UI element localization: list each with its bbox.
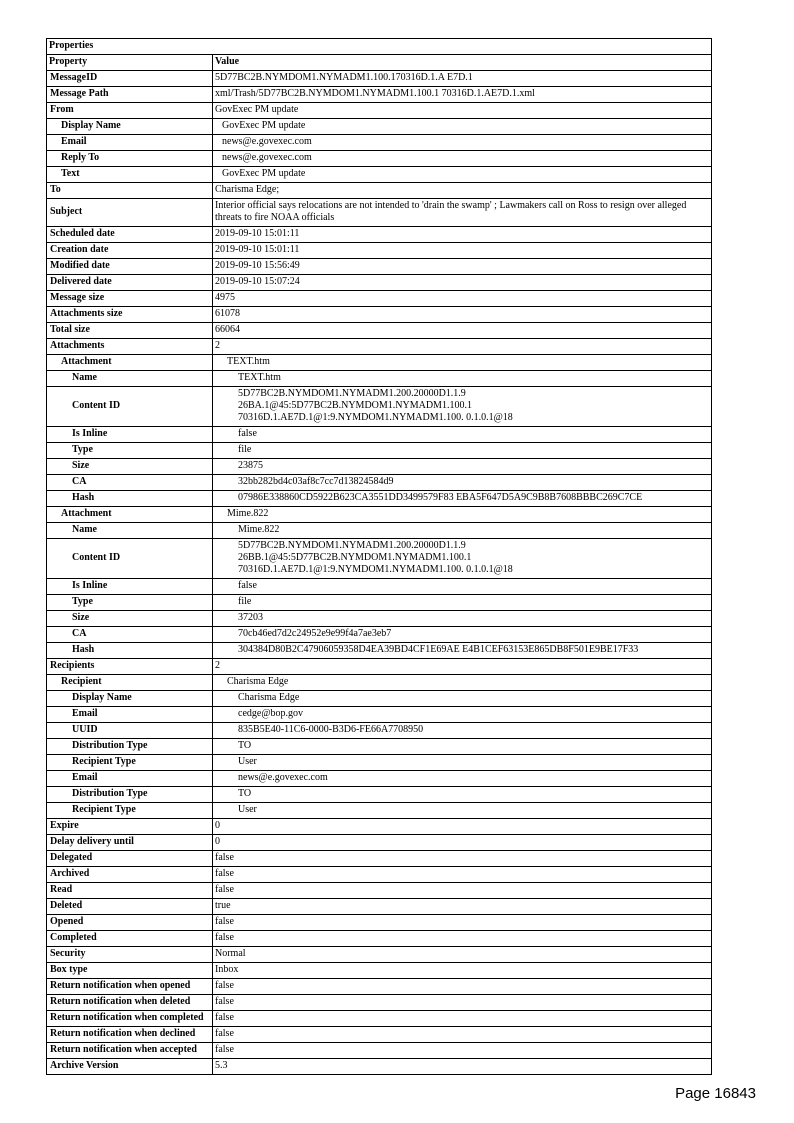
property-value bbox=[213, 675, 712, 691]
property-name: Size bbox=[47, 459, 213, 475]
table-row bbox=[47, 963, 712, 979]
property-value bbox=[213, 931, 712, 947]
table-row bbox=[47, 947, 712, 963]
property-name: Hash bbox=[47, 491, 213, 507]
table-row bbox=[47, 323, 712, 339]
table-row bbox=[47, 915, 712, 931]
table-row bbox=[47, 275, 712, 291]
property-value bbox=[213, 227, 712, 243]
property-name: Email bbox=[47, 135, 213, 151]
property-value-line: Charisma Edge; bbox=[215, 184, 280, 195]
property-value bbox=[213, 771, 712, 787]
property-value-line: 835B5E40-11C6-0000-B3D6-FE66A7708950 bbox=[238, 724, 424, 735]
property-value bbox=[213, 819, 712, 835]
property-value bbox=[213, 135, 712, 151]
property-name: Name bbox=[47, 371, 213, 387]
property-name: CA bbox=[47, 627, 213, 643]
property-value-line: GovExec PM update bbox=[222, 120, 306, 131]
property-value-line: news@e.govexec.com bbox=[222, 136, 312, 147]
property-value-line: news@e.govexec.com bbox=[238, 772, 328, 783]
property-value-line: 5D77BC2B.NYMDOM1.NYMADM1.200.20000D1.1.9 bbox=[238, 540, 466, 551]
property-value bbox=[213, 355, 712, 371]
property-name: Completed bbox=[47, 931, 213, 947]
property-name: Archived bbox=[47, 867, 213, 883]
table-row bbox=[47, 899, 712, 915]
property-value bbox=[213, 339, 712, 355]
table-row bbox=[47, 387, 712, 427]
property-name: Recipients bbox=[47, 659, 213, 675]
table-row bbox=[47, 1011, 712, 1027]
property-value-line: 2 bbox=[215, 340, 220, 351]
property-value-line: 66064 bbox=[215, 324, 240, 335]
property-value bbox=[213, 787, 712, 803]
property-value bbox=[213, 1043, 712, 1059]
table-row bbox=[47, 611, 712, 627]
property-name: Archive Version bbox=[47, 1059, 213, 1075]
property-value bbox=[213, 739, 712, 755]
property-value bbox=[213, 995, 712, 1011]
property-value-line: false bbox=[215, 916, 234, 927]
property-value-line: Charisma Edge bbox=[238, 692, 300, 703]
table-row bbox=[47, 851, 712, 867]
property-name: Is Inline bbox=[47, 579, 213, 595]
property-value bbox=[213, 243, 712, 259]
property-value-line: file bbox=[238, 444, 252, 455]
property-value-line: GovExec PM update bbox=[215, 104, 299, 115]
property-name: Delegated bbox=[47, 851, 213, 867]
property-value bbox=[213, 275, 712, 291]
property-value-line: false bbox=[215, 852, 234, 863]
table-row bbox=[47, 71, 712, 87]
property-name: Type bbox=[47, 443, 213, 459]
property-name: Text bbox=[47, 167, 213, 183]
property-name: MessageID bbox=[47, 71, 213, 87]
property-value-line: true bbox=[215, 900, 231, 911]
table-row bbox=[47, 135, 712, 151]
table-row bbox=[47, 691, 712, 707]
property-value bbox=[213, 71, 712, 87]
property-name: Reply To bbox=[47, 151, 213, 167]
property-name: Attachments bbox=[47, 339, 213, 355]
property-name: Is Inline bbox=[47, 427, 213, 443]
property-value-line: 0 bbox=[215, 820, 220, 831]
property-name: Size bbox=[47, 611, 213, 627]
property-value-line: false bbox=[215, 1044, 234, 1055]
property-value bbox=[213, 323, 712, 339]
property-value bbox=[213, 475, 712, 491]
property-value-line: 32bb282bd4c03af8c7cc7d13824584d9 bbox=[238, 476, 394, 487]
table-row bbox=[47, 1059, 712, 1075]
property-value-line: 304384D80B2C47906059358D4EA39BD4CF1E69AE E4B1CEF63153E865DB8F501E9BE17F33 bbox=[238, 644, 639, 655]
property-value bbox=[213, 443, 712, 459]
table-row bbox=[47, 707, 712, 723]
property-value bbox=[213, 691, 712, 707]
table-row bbox=[47, 579, 712, 595]
property-value bbox=[213, 87, 712, 103]
property-value bbox=[213, 167, 712, 183]
property-value-line: 2019-09-10 15:01:11 bbox=[215, 228, 300, 239]
table-row bbox=[47, 771, 712, 787]
table-row bbox=[47, 643, 712, 659]
table-row bbox=[47, 659, 712, 675]
property-value bbox=[213, 883, 712, 899]
property-value bbox=[213, 539, 712, 579]
table-row bbox=[47, 475, 712, 491]
property-value bbox=[213, 459, 712, 475]
property-value bbox=[213, 595, 712, 611]
property-value-line: 2019-09-10 15:56:49 bbox=[215, 260, 300, 271]
table-row bbox=[47, 803, 712, 819]
property-value bbox=[213, 835, 712, 851]
property-value bbox=[213, 963, 712, 979]
table-row bbox=[47, 755, 712, 771]
table-row bbox=[47, 427, 712, 443]
property-value-line: Mime.822 bbox=[227, 508, 269, 519]
property-value bbox=[213, 119, 712, 135]
table-row bbox=[47, 243, 712, 259]
property-value-line: false bbox=[238, 580, 257, 591]
property-value-line: cedge@bop.gov bbox=[238, 708, 304, 719]
table-row bbox=[47, 787, 712, 803]
table-row bbox=[47, 523, 712, 539]
property-value bbox=[213, 1027, 712, 1043]
property-name: Return notification when opened bbox=[47, 979, 213, 995]
value-column-header: Value bbox=[213, 55, 712, 71]
property-value-line: xml/Trash/5D77BC2B.NYMDOM1.NYMADM1.100.1 70316D.1.AE7D.1.xml bbox=[215, 88, 535, 99]
property-name: Content ID bbox=[47, 539, 213, 579]
property-value bbox=[213, 151, 712, 167]
property-name: Opened bbox=[47, 915, 213, 931]
property-value-line: 26BB.1@45:5D77BC2B.NYMDOM1.NYMADM1.100.1 bbox=[238, 552, 472, 563]
property-value bbox=[213, 387, 712, 427]
property-value-line: 2019-09-10 15:07:24 bbox=[215, 276, 300, 287]
property-value bbox=[213, 755, 712, 771]
table-row bbox=[47, 995, 712, 1011]
property-value bbox=[213, 979, 712, 995]
property-value-line: 70316D.1.AE7D.1@1:9.NYMDOM1.NYMADM1.100. 0.1.0.1@18 bbox=[238, 564, 513, 575]
property-name: Recipient Type bbox=[47, 803, 213, 819]
property-value-line: Charisma Edge bbox=[227, 676, 289, 687]
table-header-row bbox=[47, 55, 712, 71]
table-row bbox=[47, 883, 712, 899]
table-row bbox=[47, 819, 712, 835]
table-row bbox=[47, 119, 712, 135]
table-row bbox=[47, 931, 712, 947]
property-value-line: false bbox=[215, 932, 234, 943]
property-name: Security bbox=[47, 947, 213, 963]
property-name: Attachment bbox=[47, 507, 213, 523]
property-value bbox=[213, 259, 712, 275]
property-value-line: TO bbox=[238, 740, 252, 751]
property-value bbox=[213, 1059, 712, 1075]
table-row bbox=[47, 339, 712, 355]
page-number: Page 16843 bbox=[675, 1085, 756, 1102]
property-name: Type bbox=[47, 595, 213, 611]
property-value-line: TEXT.htm bbox=[227, 356, 270, 367]
property-name: Display Name bbox=[47, 691, 213, 707]
property-name: Distribution Type bbox=[47, 787, 213, 803]
table-row bbox=[47, 539, 712, 579]
table-row bbox=[47, 459, 712, 475]
property-name: Message Path bbox=[47, 87, 213, 103]
property-value bbox=[213, 803, 712, 819]
property-value-line: 37203 bbox=[238, 612, 263, 623]
property-value bbox=[213, 611, 712, 627]
property-name: Creation date bbox=[47, 243, 213, 259]
property-value-line: file bbox=[238, 596, 252, 607]
table-row bbox=[47, 291, 712, 307]
property-value bbox=[213, 579, 712, 595]
properties-table-body bbox=[47, 39, 712, 1075]
property-value-line: Inbox bbox=[215, 964, 239, 975]
property-name: Content ID bbox=[47, 387, 213, 427]
property-name: From bbox=[47, 103, 213, 119]
property-value-line: Normal bbox=[215, 948, 246, 959]
property-name: Delay delivery until bbox=[47, 835, 213, 851]
property-name: Distribution Type bbox=[47, 739, 213, 755]
property-name: Delivered date bbox=[47, 275, 213, 291]
property-value-line: news@e.govexec.com bbox=[222, 152, 312, 163]
property-value bbox=[213, 307, 712, 323]
table-row bbox=[47, 491, 712, 507]
table-row bbox=[47, 103, 712, 119]
property-name: Attachment bbox=[47, 355, 213, 371]
property-value bbox=[213, 183, 712, 199]
property-value bbox=[213, 723, 712, 739]
property-value bbox=[213, 707, 712, 723]
property-value-line: false bbox=[238, 428, 257, 439]
table-row bbox=[47, 1027, 712, 1043]
property-name: Total size bbox=[47, 323, 213, 339]
property-value-line: false bbox=[215, 996, 234, 1007]
table-row bbox=[47, 307, 712, 323]
property-value bbox=[213, 1011, 712, 1027]
property-value-line: Mime.822 bbox=[238, 524, 280, 535]
property-name: Return notification when deleted bbox=[47, 995, 213, 1011]
property-value bbox=[213, 103, 712, 119]
property-name: Scheduled date bbox=[47, 227, 213, 243]
property-value-line: 2019-09-10 15:01:11 bbox=[215, 244, 300, 255]
property-value-line: User bbox=[238, 756, 257, 767]
table-title: Properties bbox=[47, 39, 712, 55]
property-value-line: 5.3 bbox=[215, 1060, 228, 1071]
property-value-line: TEXT.htm bbox=[238, 372, 281, 383]
property-value bbox=[213, 643, 712, 659]
property-value bbox=[213, 627, 712, 643]
table-row bbox=[47, 355, 712, 371]
property-name: Display Name bbox=[47, 119, 213, 135]
property-value-line: Interior official says relocations are not intended to 'drain the swamp' ; Lawmakers call on Ross to resign over alleged threats to fire NOAA officials bbox=[215, 200, 687, 223]
property-name: Box type bbox=[47, 963, 213, 979]
table-row bbox=[47, 835, 712, 851]
table-title-row bbox=[47, 39, 712, 55]
table-row bbox=[47, 1043, 712, 1059]
table-row bbox=[47, 183, 712, 199]
table-row bbox=[47, 259, 712, 275]
property-name: Attachments size bbox=[47, 307, 213, 323]
property-name: Message size bbox=[47, 291, 213, 307]
property-name: Hash bbox=[47, 643, 213, 659]
property-value bbox=[213, 947, 712, 963]
property-value bbox=[213, 371, 712, 387]
property-name: Recipient bbox=[47, 675, 213, 691]
property-value-line: 70cb46ed7d2c24952e9e99f4a7ae3eb7 bbox=[238, 628, 392, 639]
property-value bbox=[213, 199, 712, 227]
property-name: Subject bbox=[47, 199, 213, 227]
table-row bbox=[47, 507, 712, 523]
property-name: Return notification when declined bbox=[47, 1027, 213, 1043]
property-value bbox=[213, 523, 712, 539]
property-value bbox=[213, 291, 712, 307]
property-name: Deleted bbox=[47, 899, 213, 915]
table-row bbox=[47, 167, 712, 183]
property-value bbox=[213, 507, 712, 523]
property-value-line: false bbox=[215, 1028, 234, 1039]
property-name: To bbox=[47, 183, 213, 199]
table-row bbox=[47, 199, 712, 227]
table-row bbox=[47, 675, 712, 691]
table-row bbox=[47, 739, 712, 755]
property-value-line: 07986E338860CD5922B623CA3551DD3499579F83 EBA5F647D5A9C9B8B7608BBBC269C7CE bbox=[238, 492, 643, 503]
property-value bbox=[213, 427, 712, 443]
property-name: Read bbox=[47, 883, 213, 899]
property-value-line: 26BA.1@45:5D77BC2B.NYMDOM1.NYMADM1.100.1 bbox=[238, 400, 472, 411]
property-value-line: false bbox=[215, 980, 234, 991]
property-value-line: 2 bbox=[215, 660, 220, 671]
property-value-line: 4975 bbox=[215, 292, 235, 303]
property-value bbox=[213, 851, 712, 867]
property-value bbox=[213, 659, 712, 675]
property-value-line: false bbox=[215, 884, 234, 895]
table-row bbox=[47, 979, 712, 995]
table-row bbox=[47, 595, 712, 611]
property-value-line: GovExec PM update bbox=[222, 168, 306, 179]
properties-table bbox=[46, 38, 712, 1075]
property-name: Return notification when accepted bbox=[47, 1043, 213, 1059]
property-name: Recipient Type bbox=[47, 755, 213, 771]
property-value bbox=[213, 915, 712, 931]
table-row bbox=[47, 371, 712, 387]
table-row bbox=[47, 867, 712, 883]
property-name: Name bbox=[47, 523, 213, 539]
property-column-header: Property bbox=[47, 55, 213, 71]
property-value-line: 0 bbox=[215, 836, 220, 847]
property-name: CA bbox=[47, 475, 213, 491]
property-name: UUID bbox=[47, 723, 213, 739]
table-row bbox=[47, 151, 712, 167]
property-name: Return notification when completed bbox=[47, 1011, 213, 1027]
property-value-line: 70316D.1.AE7D.1@1:9.NYMDOM1.NYMADM1.100. 0.1.0.1@18 bbox=[238, 412, 513, 423]
property-value-line: 23875 bbox=[238, 460, 263, 471]
property-name: Modified date bbox=[47, 259, 213, 275]
property-value bbox=[213, 899, 712, 915]
property-name: Email bbox=[47, 707, 213, 723]
property-value-line: TO bbox=[238, 788, 252, 799]
property-value-line: false bbox=[215, 1012, 234, 1023]
property-value-line: 5D77BC2B.NYMDOM1.NYMADM1.200.20000D1.1.9 bbox=[238, 388, 466, 399]
table-row bbox=[47, 723, 712, 739]
table-row bbox=[47, 443, 712, 459]
table-row bbox=[47, 627, 712, 643]
property-value bbox=[213, 491, 712, 507]
table-row bbox=[47, 87, 712, 103]
property-value bbox=[213, 867, 712, 883]
property-value-line: 61078 bbox=[215, 308, 240, 319]
property-value-line: 5D77BC2B.NYMDOM1.NYMADM1.100.170316D.1.A E7D.1 bbox=[215, 72, 473, 83]
table-row bbox=[47, 227, 712, 243]
property-value-line: User bbox=[238, 804, 257, 815]
property-name: Email bbox=[47, 771, 213, 787]
property-name: Expire bbox=[47, 819, 213, 835]
property-value-line: false bbox=[215, 868, 234, 879]
